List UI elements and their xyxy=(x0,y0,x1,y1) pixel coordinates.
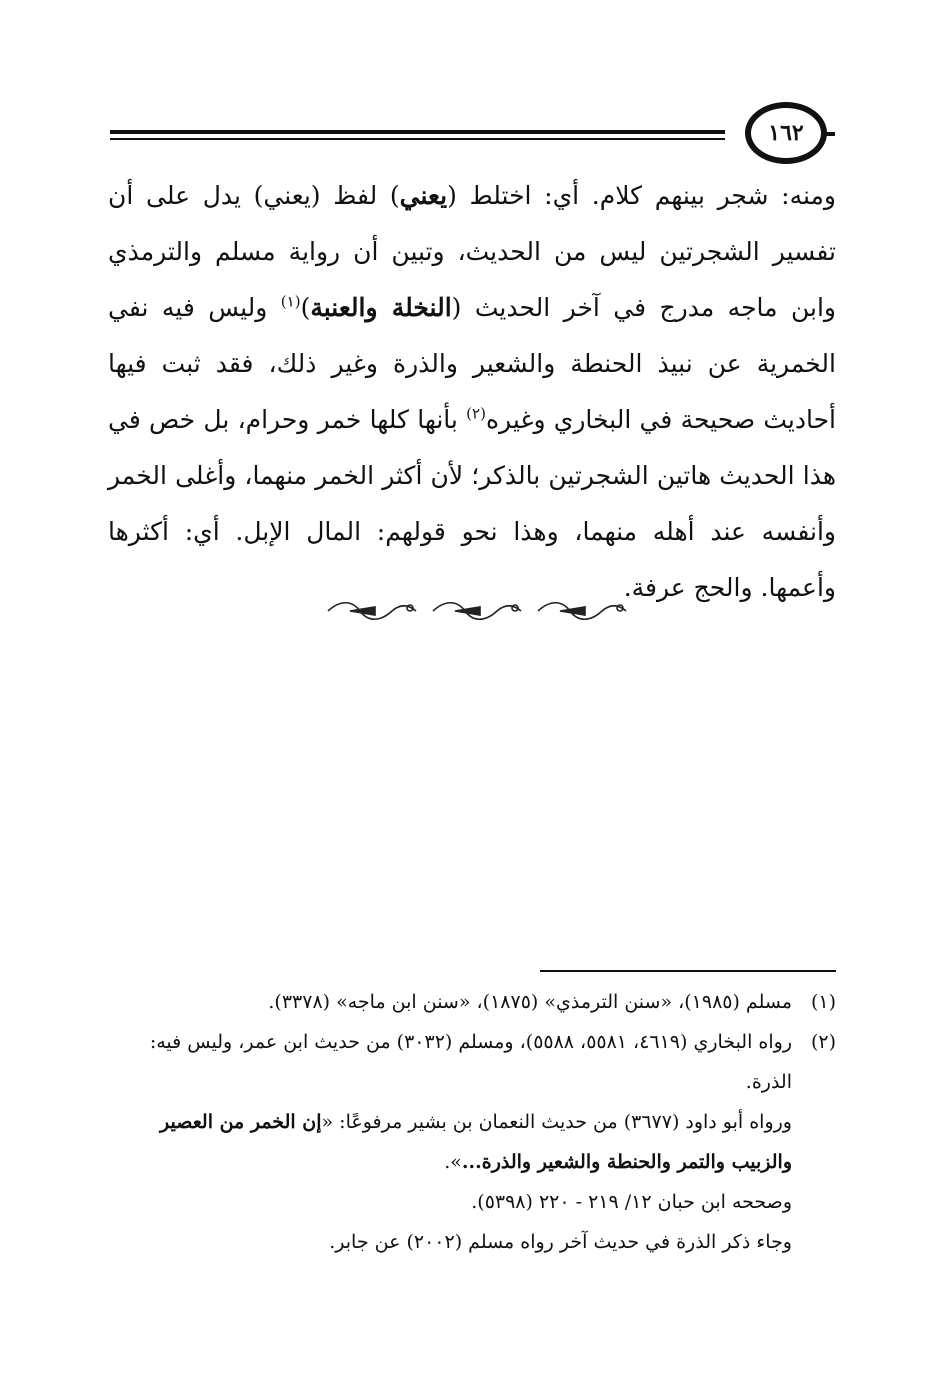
hadith-quote: إن الخمر من العصير والزبيب والتمر والحنطة والشعير والذرة... xyxy=(160,1111,792,1173)
footnote-ref[interactable]: (٢) xyxy=(466,404,486,423)
main-text xyxy=(108,168,836,616)
footnotes xyxy=(108,982,836,1262)
footnote xyxy=(108,982,836,1022)
bold-term: النخلة والعنبة xyxy=(310,293,452,322)
header-rule xyxy=(110,130,725,134)
footnote-number: (١) xyxy=(810,991,836,1013)
text-run: ومنه: شجر بينهم كلام. أي: اختلط ( xyxy=(447,181,836,210)
footnote-text: ». xyxy=(444,1151,462,1173)
section-divider-ornament xyxy=(320,596,630,626)
text-run: وليس فيه نفي الخمرية عن نبيذ الحنطة والشعير والذرة وغير ذلك، فقد ثبت فيها أحاديث صحيحة في البخاري وغيره xyxy=(108,293,836,434)
text-run: ) xyxy=(300,293,311,322)
footnote-number: (٢) xyxy=(810,1031,836,1053)
page-header xyxy=(110,100,835,170)
text-run: بأنها كلها خمر وحرام، بل خص في هذا الحديث هاتين الشجرتين بالذكر؛ لأن أكثر الخمر منهما، وأغلى الخمر وأنفسه عند أهله منهما، وهذا نحو قولهم: المال الإبل. أي: أكثرها وأعمها. والحج عرفة. xyxy=(108,405,836,602)
footnote-ref[interactable]: (١) xyxy=(280,292,301,311)
footnote-continuation xyxy=(108,1102,836,1182)
footnote-text: ورواه أبو داود (٣٦٧٧) من حديث النعمان بن بشير مرفوعًا: « xyxy=(321,1111,792,1133)
page-number: ١٦٢ xyxy=(745,102,827,164)
text-run: ) لفظ (يعني) يدل على أن تفسير الشجرتين ليس من الحديث، وتبين أن رواية مسلم والترمذي وابن ماجه مدرج في آخر الحديث ( xyxy=(108,181,837,322)
footnote-continuation: وجاء ذكر الذرة في حديث آخر رواه مسلم (٢٠٠٢) عن جابر. xyxy=(329,1231,792,1253)
footnote xyxy=(108,1022,836,1102)
header-rule-thin xyxy=(110,138,725,140)
footnote-continuation: وصححه ابن حبان ١٢/ ٢١٩ - ٢٢٠ (٥٣٩٨). xyxy=(471,1191,792,1213)
footnote-separator xyxy=(540,970,836,972)
footnote-text: رواه البخاري (٤٦١٩، ٥٥٨١، ٥٥٨٨)، ومسلم (٣٠٣٢) من حديث ابن عمر، وليس فيه: الذرة. xyxy=(149,1031,792,1093)
bold-term: يعني xyxy=(399,181,448,210)
paragraph xyxy=(108,168,836,616)
footnote-text: مسلم (١٩٨٥)، «سنن الترمذي» (١٨٧٥)، «سنن ابن ماجه» (٣٣٧٨). xyxy=(268,991,792,1013)
